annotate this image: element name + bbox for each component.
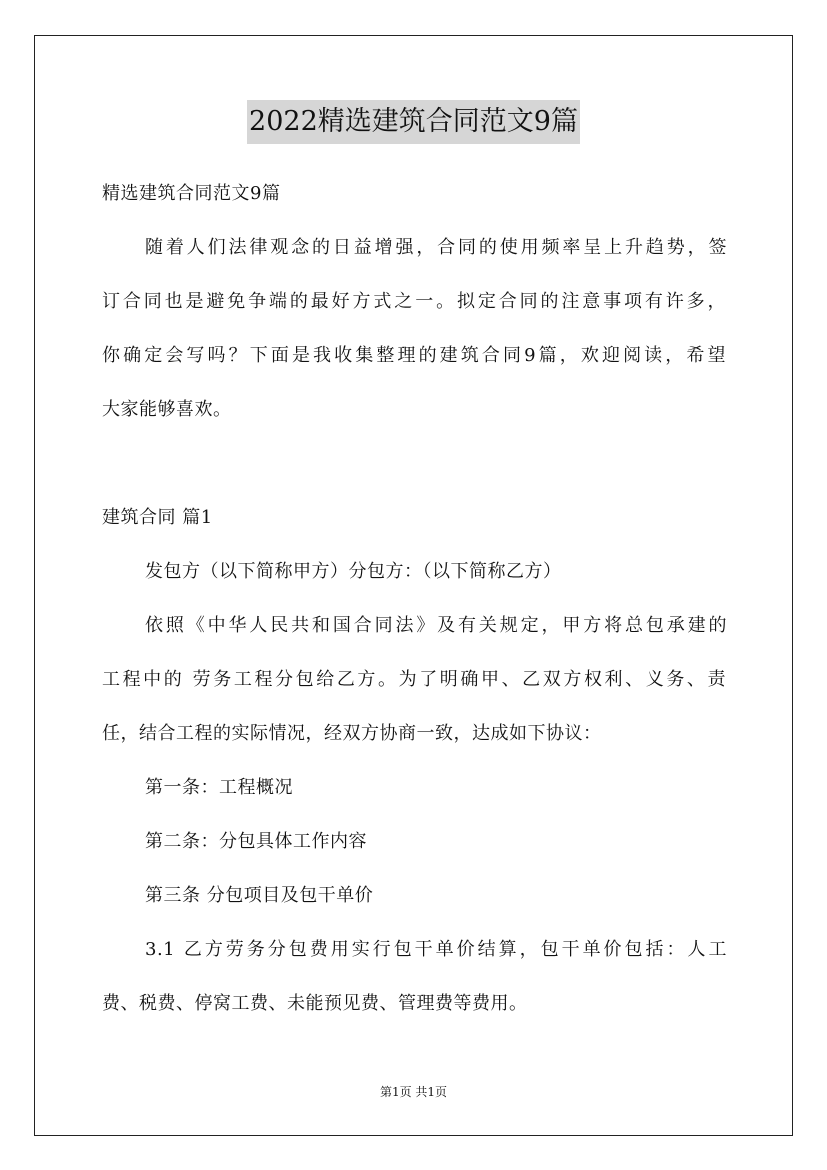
- paragraph-line: 你确定会写吗？下面是我收集整理的建筑合同9篇，欢迎阅读，希望: [102, 345, 726, 366]
- subtitle-line: 精选建筑合同范文9篇: [102, 183, 281, 204]
- paragraph-line: 3.1 乙方劳务分包费用实行包干单价结算，包干单价包括：人工: [145, 939, 727, 960]
- paragraph-line: 费、税费、停窝工费、未能预见费、管理费等费用。: [102, 993, 528, 1014]
- page-footer: 第1页 共1页: [379, 1085, 448, 1099]
- section-heading: 建筑合同 篇1: [102, 507, 213, 528]
- paragraph-line: 任，结合工程的实际情况，经双方协商一致，达成如下协议：: [102, 723, 602, 744]
- paragraph-line: 大家能够喜欢。: [102, 399, 232, 420]
- clause-line: 第三条 分包项目及包干单价: [145, 885, 374, 906]
- paragraph-line: 依照《中华人民共和国合同法》及有关规定，甲方将总包承建的: [145, 615, 727, 636]
- clause-line: 第一条：工程概况: [145, 777, 293, 798]
- paragraph-line: 订合同也是避免争端的最好方式之一。拟定合同的注意事项有许多，: [102, 291, 726, 312]
- paragraph-line: 工程中的 劳务工程分包给乙方。为了明确甲、乙双方权利、义务、责: [102, 669, 726, 690]
- title-container: [0, 100, 827, 144]
- paragraph-line: 发包方（以下简称甲方）分包方：（以下简称乙方）: [145, 561, 562, 582]
- document-title: 2022精选建筑合同范文9篇: [247, 100, 580, 144]
- clause-line: 第二条：分包具体工作内容: [145, 831, 367, 852]
- paragraph-line: 随着人们法律观念的日益增强，合同的使用频率呈上升趋势，签: [145, 237, 727, 258]
